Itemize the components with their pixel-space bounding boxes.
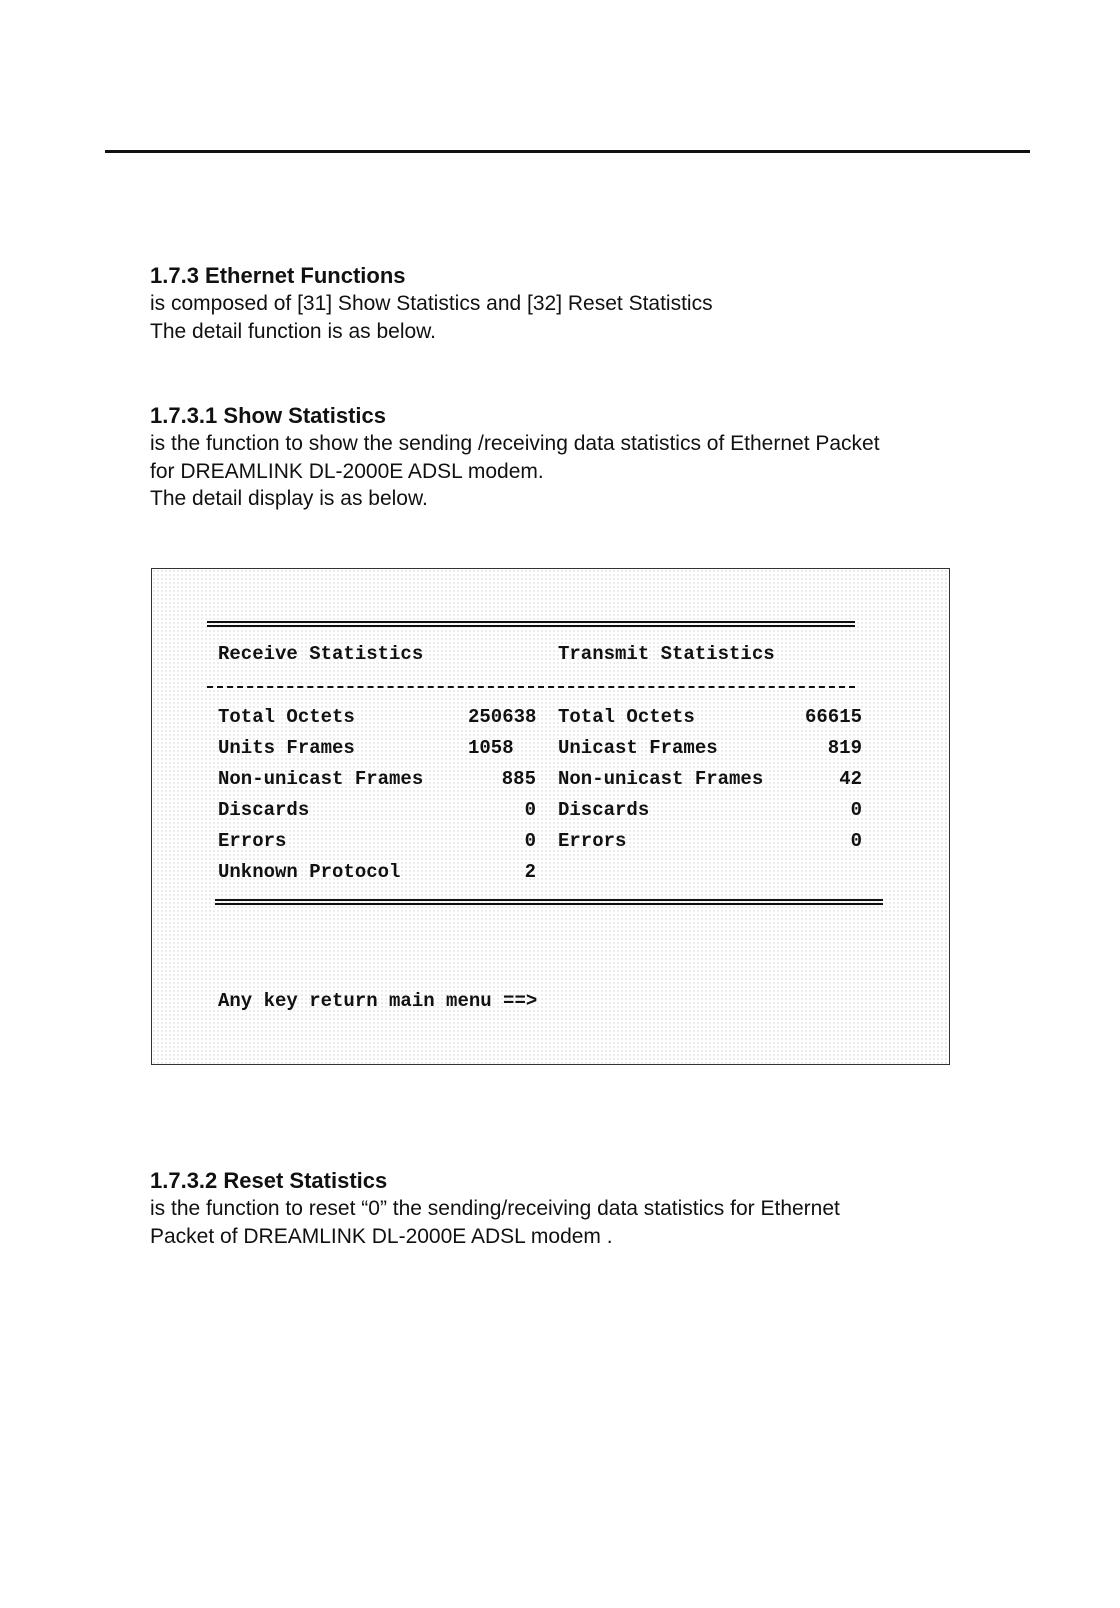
paragraph-line: The detail function is as below.: [150, 319, 437, 343]
paragraph-line: Packet of DREAMLINK DL-2000E ADSL modem .: [150, 1224, 613, 1248]
transmit-row-label: Non-unicast Frames: [558, 768, 764, 790]
paragraph-line: The detail display is as below.: [150, 487, 428, 510]
terminal-top-double-rule: [207, 621, 855, 627]
section-reset-statistics: [150, 1167, 990, 1250]
receive-row-label: Units Frames: [218, 737, 355, 759]
receive-row-value: 1058: [468, 737, 514, 759]
section-paragraph: [150, 1195, 990, 1250]
receive-statistics-header: Receive Statistics: [218, 643, 424, 665]
terminal-dashed-rule: [207, 686, 855, 688]
transmit-statistics-header: Transmit Statistics: [558, 643, 775, 665]
section-show-statistics: [150, 402, 990, 513]
receive-row-value: 0: [524, 830, 536, 852]
transmit-row-label: Unicast Frames: [558, 737, 718, 759]
receive-row-label: Total Octets: [218, 706, 355, 728]
receive-row-value: 2: [524, 861, 536, 883]
receive-row-label: Errors: [218, 830, 287, 852]
paragraph-line: is composed of [31] Show Statistics and [32] Reset Statistics: [150, 292, 713, 315]
section-ethernet-functions: [150, 262, 990, 345]
section-heading: 1.7.3.2 Reset Statistics: [150, 1168, 388, 1193]
transmit-row-value: 66615: [804, 706, 862, 728]
section-paragraph: [150, 290, 990, 345]
return-menu-prompt[interactable]: Any key return main menu ==>: [218, 990, 538, 1012]
transmit-row-value: 0: [850, 830, 862, 852]
receive-row-label: Discards: [218, 799, 310, 821]
terminal-bottom-double-rule: [215, 899, 883, 905]
section-paragraph: [150, 430, 990, 513]
paragraph-line: for DREAMLINK DL-2000E ADSL modem.: [150, 459, 544, 483]
terminal-screen: [151, 568, 950, 1065]
receive-row-value: 0: [524, 799, 536, 821]
receive-row-label: Non-unicast Frames: [218, 768, 424, 790]
section-heading: 1.7.3 Ethernet Functions: [150, 263, 406, 288]
paragraph-line: is the function to show the sending /receiving data statistics of Ethernet Packet: [150, 432, 880, 455]
receive-row-value: 250638: [468, 706, 537, 728]
receive-row-value: 885: [501, 768, 536, 790]
transmit-row-label: Errors: [558, 830, 627, 852]
transmit-row-value: 819: [827, 737, 862, 759]
transmit-row-label: Total Octets: [558, 706, 695, 728]
receive-row-label: Unknown Protocol: [218, 861, 401, 883]
transmit-row-label: Discards: [558, 799, 650, 821]
paragraph-line: is the function to reset “0” the sending/receiving data statistics for Ethernet: [150, 1197, 840, 1220]
section-heading: 1.7.3.1 Show Statistics: [150, 403, 386, 428]
transmit-row-value: 0: [850, 799, 862, 821]
header-rule: [105, 150, 1030, 153]
transmit-row-value: 42: [839, 768, 862, 790]
